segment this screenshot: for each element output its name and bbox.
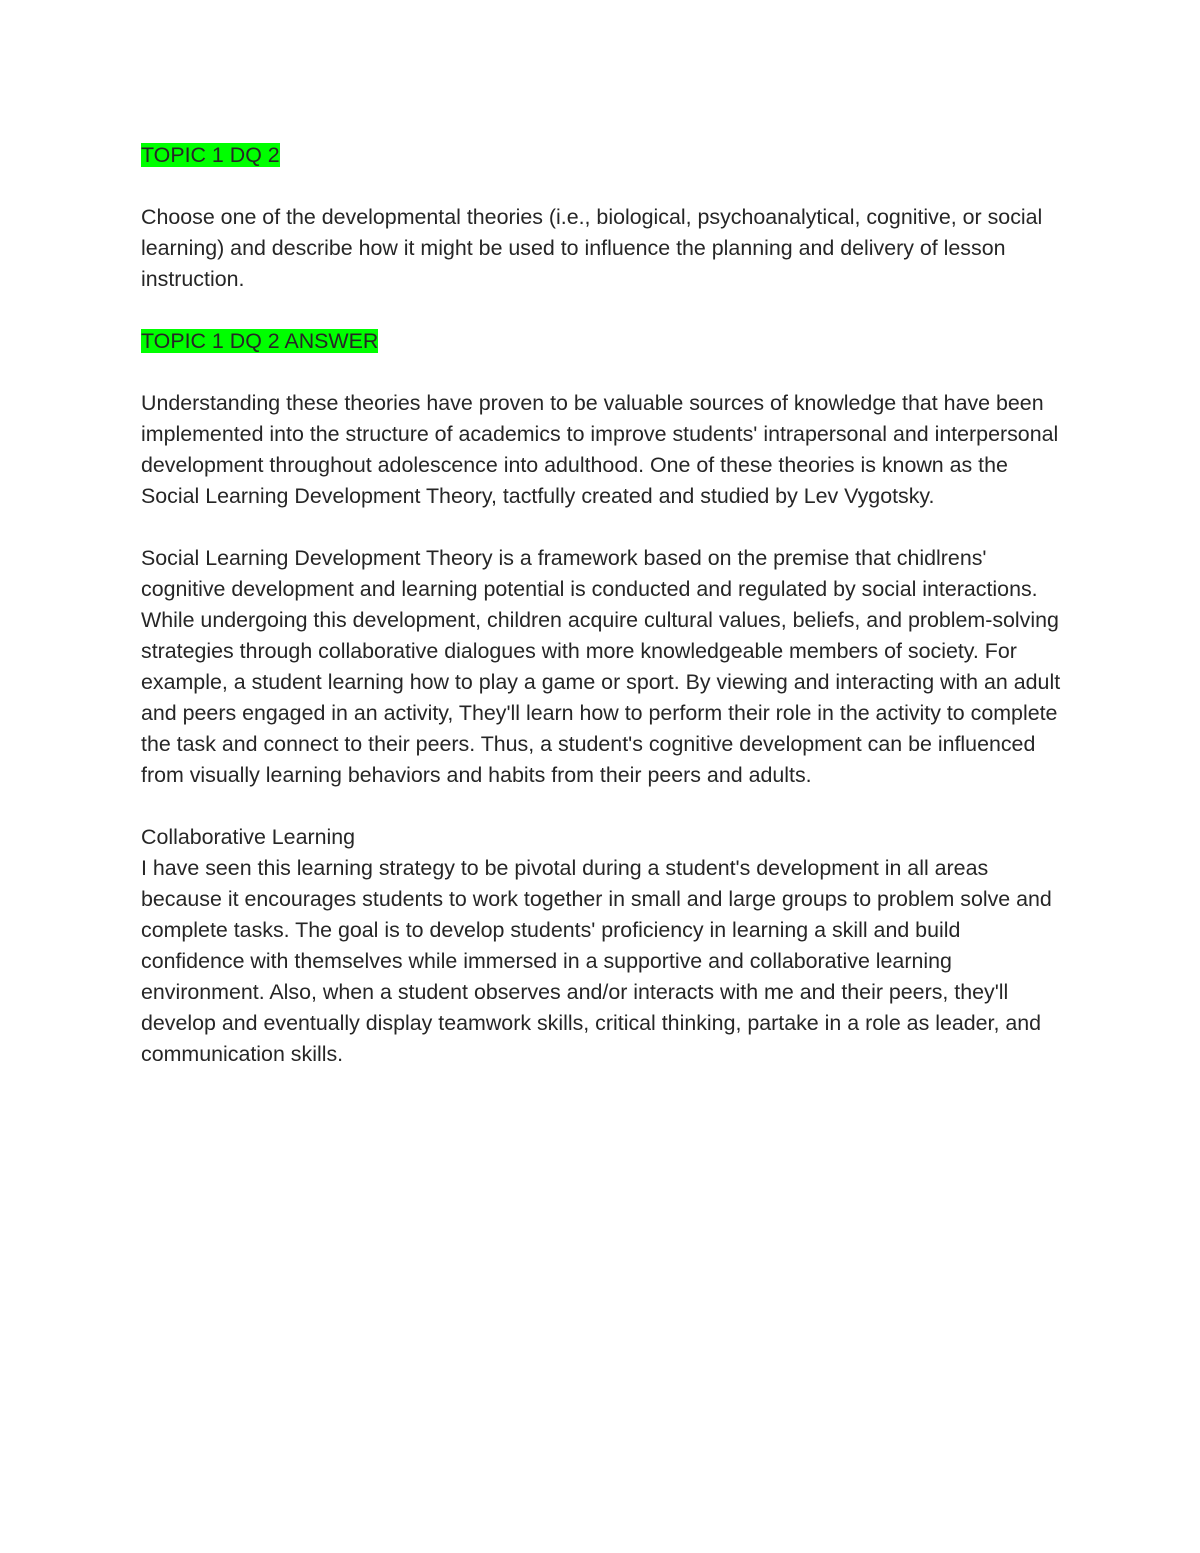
spacer — [141, 295, 1061, 326]
spacer — [141, 171, 1061, 202]
spacer — [141, 791, 1061, 822]
answer-heading: TOPIC 1 DQ 2 ANSWER — [141, 329, 379, 353]
answer-heading-line — [141, 326, 1061, 357]
section-text: I have seen this learning strategy to be pivotal during a student's development in all areas because it encourages students to work together in small and large groups to problem solve and complete tasks. The goal is to develop students' proficiency in learning a skill and build confidence with themselves while immersed in a supportive and collaborative learning environment. Also, when a student observes and/or interacts with me and their peers, they'll develop and eventually display teamwork skills, critical thinking, partake in a role as leader, and communication skills. — [141, 856, 1052, 1066]
question-heading-line — [141, 140, 1061, 171]
question-heading: TOPIC 1 DQ 2 — [141, 143, 280, 167]
answer-paragraph-1: Understanding these theories have proven to be valuable sources of knowledge that have been implemented into the structure of academics to improve students' intrapersonal and interpersonal development throughout adolescence into adulthood. One of these theories is known as the Social Learning Development Theory, tactfully created and studied by Lev Vygotsky. — [141, 391, 1059, 508]
answer-paragraph-2: Social Learning Development Theory is a framework based on the premise that chidlrens' cognitive development and learning potential is conducted and regulated by social interactions. While undergoing this development, children acquire cultural values, beliefs, and problem-solving strategies through collaborative dialogues with more knowledgeable members of society. For example, a student learning how to play a game or sport. By viewing and interacting with an adult and peers engaged in an activity, They'll learn how to perform their role in the activity to complete the task and connect to their peers. Thus, a student's cognitive development can be influenced from visually learning behaviors and habits from their peers and adults. — [141, 546, 1061, 787]
document-body — [141, 140, 1061, 1070]
section-heading: Collaborative Learning — [141, 825, 356, 849]
question-text: Choose one of the developmental theories (i.e., biological, psychoanalytical, cognitive, or social learning) and describe how it might be used to influence the planning and delivery of lesson instruction. — [141, 205, 1043, 291]
spacer — [141, 357, 1061, 388]
spacer — [141, 512, 1061, 543]
